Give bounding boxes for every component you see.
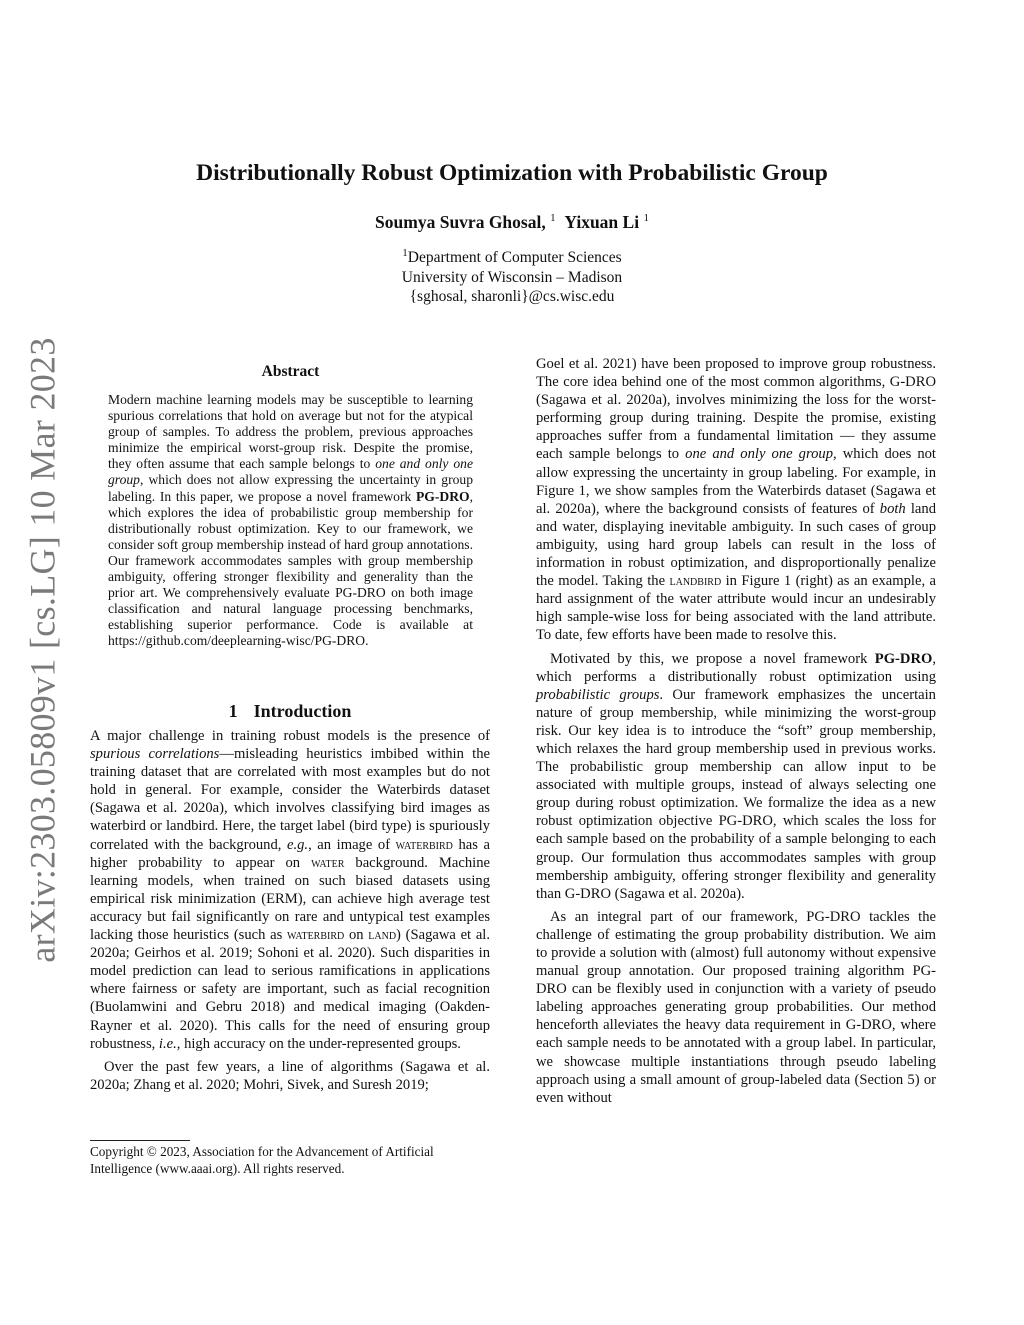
abstract-body [108, 392, 473, 650]
text-run: , high accuracy on the under-represented groups. [176, 1035, 461, 1052]
text-run: , which performs a distributionally robust optimization using [536, 650, 936, 685]
smallcaps-term: waterbird [287, 927, 345, 944]
emphasis: spurious correlations [90, 746, 220, 763]
text-run: Goel et al. 2021) have been proposed to improve group robustness. The core idea behind one of the most common algorithms, G-DRO (Sagawa et al. 2020a), involves minimizing the loss for the worst-performing group during training. Despite the promise, existing approaches suffer from a fundamental limitation — they assume each sample belongs to [536, 356, 936, 463]
text-run: Motivated by this, we propose a novel framework [550, 650, 875, 667]
paragraph [90, 727, 490, 1053]
emphasis: probabilistic groups [536, 686, 660, 703]
smallcaps-term: landbird [669, 573, 722, 590]
author-affil-marker: 1 [643, 212, 649, 225]
text-run: A major challenge in training robust models is the presence of [90, 728, 490, 744]
emphasis: one and only one group [685, 446, 834, 463]
right-column [536, 355, 936, 1107]
text-run: ) (Sagawa et al. 2020a; Geirhos et al. 2019; Sohoni et al. 2020). Such disparities in model prediction can lead to serious ramifications in applications where fairness or safety are important, such as facial recognition (Buolamwini and Gebru 2018) and medical imaging (Oakden-Rayner et al. 2020). This calls for the need of ensuring group robustness, [90, 927, 490, 1052]
smallcaps-term: waterbird [395, 836, 453, 853]
text-run: , which does not allow expressing the uncertainty in group labeling. For example, in Figure 1, we show samples from the Waterbirds dataset (Sagawa et al. 2020a), where the background consists of features of [536, 446, 936, 517]
arxiv-stamp [8, 337, 78, 963]
author-list [0, 212, 1024, 233]
paragraph: As an integral part of our framework, PG-DRO tackles the challenge of estimating the group probability distribution. We aim to provide a solution with (almost) full autonomy without expensive manual group annotation. Our proposed training algorithm PG-DRO can be flexibly used in conjunction with a variety of pseudo labeling approaches generating group probabilities. Our method henceforth alleviates the heavy data requirement in G-DRO, where each sample needs to be annotated with a group label. In particular, we showcase multiple instantiations through pseudo labeling approach using a small amount of group-labeled data (Section 5) or even without [536, 908, 936, 1106]
emphasis: e.g. [287, 836, 309, 853]
section-heading [90, 701, 490, 722]
smallcaps-term: water [311, 854, 345, 871]
abstract-text: , which explores the idea of probabilistic group membership for distributionally robust optimization. Key to our framework, we consider soft group membership instead of hard group annotations. Our framework accommodates samples with group membership ambiguity, offering stronger flexibility and generality than the prior art. We comprehensively evaluate PG-DRO on both image classification and natural language processing benchmarks, establishing superior performance. Code is available at https://github.com/deeplearning-wisc/PG-DRO. [108, 488, 473, 649]
text-run: in Figure 1 (right) as an example, a hard assignment of the water attribute would incur an undesirably high sample-wise loss for being associated with the land attribute. To date, few efforts have been made to resolve this. [536, 573, 936, 644]
footnote-rule [90, 1140, 190, 1141]
text-run: , an image of [308, 836, 396, 853]
text-run: has a higher probability to appear on [90, 836, 490, 871]
copyright-footnote: Copyright © 2023, Association for the Advancement of Artificial Intelligence (www.aaai.org). All rights reserved. [90, 1144, 434, 1176]
author-affil-marker: 1 [550, 212, 556, 225]
abstract-text: Modern machine learning models may be susceptible to learning spurious correlations that hold on average but not for the atypical group of samples. To address the problem, previous approaches minimize the empirical worst-group risk. Despite the promise, they often assume that each sample belongs to [108, 392, 473, 472]
author-emails[interactable]: {sghosal, sharonli}@cs.wisc.edu [409, 288, 615, 306]
abstract-text: , which does not allow expressing the uncertainty in group labeling. In this paper, we propose a novel framework [108, 472, 473, 504]
paragraph [536, 650, 936, 903]
text-run: background. Machine learning models, when trained on such biased datasets using empirical risk minimization (ERM), can achieve high average test accuracy but fail significantly on rare and untypical test examples lacking those heuristics (such as [90, 854, 490, 944]
text-run: . Our framework emphasizes the uncertain nature of group membership, while minimizing the worst-group risk. Our key idea is to introduce the “soft” group membership, which relaxes the hard group membership used in previous works. The probabilistic group membership can allow input to be associated with multiple groups, instead of always selecting one group during robust optimization. We formalize the idea as a new robust optimization objective PG-DRO, which scales the loss for each sample based on the probability of a sample belonging to each group. Our formulation thus accommodates samples with group membership ambiguity, offering stronger flexibility and generality than G-DRO (Sagawa et al. 2020a). [536, 686, 936, 902]
emphasis: both [879, 500, 906, 517]
text-run: —misleading heuristics imbibed within the training dataset that are correlated with most examples but do not hold in general. For example, consider the Waterbirds dataset (Sagawa et al. 2020a), which involves classifying bird images as waterbird or landbird. Here, the target label (bird type) is spuriously correlated with the background, [90, 746, 490, 853]
text-run: on [344, 927, 369, 944]
section-number: 1 [228, 701, 238, 721]
abstract-heading: Abstract [261, 363, 320, 380]
left-column [90, 727, 490, 1094]
university: University of Wisconsin – Madison [401, 268, 623, 286]
arxiv-id[interactable]: arXiv:2303.05809v1 [cs.LG] 10 Mar 2023 [23, 337, 63, 963]
abstract-method-name: PG-DRO [415, 488, 470, 504]
method-name: PG-DRO [874, 650, 933, 667]
emphasis: i.e. [158, 1035, 177, 1052]
affil-marker: 1 [402, 247, 408, 259]
smallcaps-term: land [368, 927, 397, 944]
paragraph [536, 355, 936, 645]
author-name: Soumya Suvra Ghosal, [375, 212, 546, 232]
author-name: Yixuan Li [564, 212, 640, 232]
paragraph: Over the past few years, a line of algorithms (Sagawa et al. 2020a; Zhang et al. 2020; Mohri, Sivek, and Suresh 2019; [90, 1058, 490, 1093]
abstract-emphasis: one and only one group [108, 456, 473, 488]
text-run: land and water, displaying inevitable ambiguity. In such cases of group ambiguity, using hard group labels can result in the loss of information in robust optimization, and disproportionally penalize the model. Taking the [536, 500, 936, 590]
department: Department of Computer Sciences [407, 249, 622, 267]
affiliation [0, 244, 1024, 307]
section-title: Introduction [253, 701, 352, 721]
paper-title: Distributionally Robust Optimization with Probabilistic Group [196, 160, 828, 186]
